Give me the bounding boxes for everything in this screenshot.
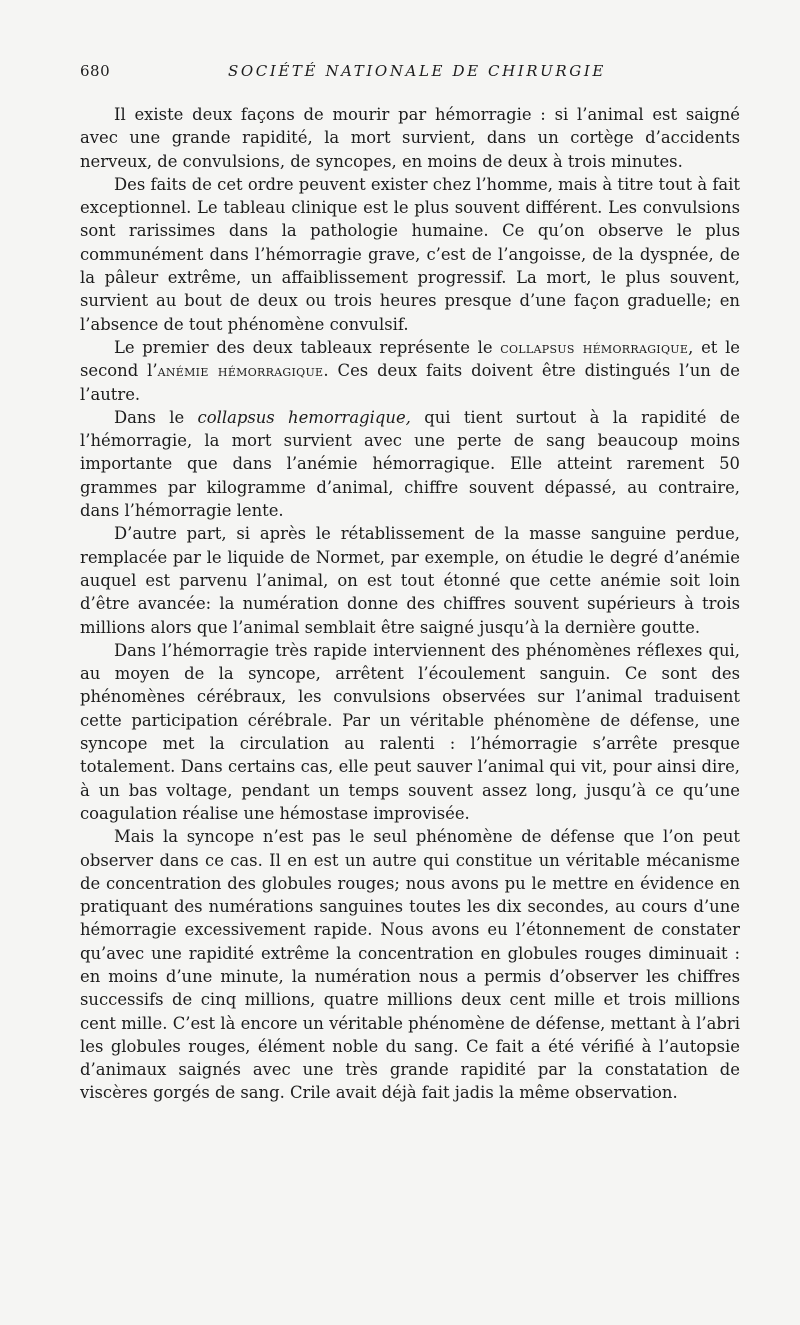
term-collapsus-hemorragique: collapsus hémorragique (500, 337, 689, 357)
paragraph-4-text: Dans le (114, 407, 198, 427)
running-head (80, 62, 740, 86)
paragraph-3 (80, 336, 740, 406)
paragraph-4 (80, 406, 740, 522)
paragraph-2: Des faits de cet ordre peuvent exister chez l’homme, mais à titre tout à fait exceptionnel. Le tableau clinique est le plus souvent différent. Les convulsions sont rarissimes dans la pathologie humaine. Ce qu’on observe le plus communément dans l’hémorragie grave, c’est de l’angoisse, de la dyspnée, de la pâleur extrême, un affaiblissement progressif. La mort, le plus souvent, survient au bout de deux ou trois heures presque d’une façon graduelle; en l’absence de tout phénomène convulsif. (80, 174, 740, 334)
paragraph-3-text: . Ces deux faits doivent être distingués l’un de l’autre. (80, 361, 740, 404)
page-number: 680 (80, 62, 111, 80)
body-text (80, 103, 740, 1105)
paragraph-1: Il existe deux façons de mourir par hémorragie : si l’animal est saigné avec une grande rapidité, la mort survient, dans un cortège d’accidents nerveux, de convulsions, de syncopes, en moins de deux à trois minutes. (80, 105, 740, 171)
running-title: SOCIÉTÉ NATIONALE DE CHIRURGIE (228, 62, 606, 80)
term-collapsus-italic: collapsus hemorragique, (197, 407, 411, 427)
paragraph-4-text: qui tient surtout à la rapidité de l’hémorragie, la mort survient avec une perte de sang beaucoup moins importante que dans l’anémie hémorragique. Elle atteint rarement 50 grammes par kilogramme d’animal, chiffre souvent dépassé, au contraire, dans l’hémorragie lente. (80, 407, 740, 521)
paragraph-3-text: Le premier des deux tableaux représente le (114, 337, 501, 357)
term-anemie-hemorragique: anémie hémorragique (157, 361, 324, 381)
paragraph-3-text: , et le second l’ (80, 337, 741, 381)
paragraph-5: D’autre part, si après le rétablissement de la masse sanguine perdue, remplacée par le liquide de Normet, par exemple, on étudie le degré d’anémie auquel est parvenu l’animal, on est tout étonné que cette anémie soit loin d’être avancée: la numération donne des chiffres souvent supérieurs à trois millions alors que l’animal semblait être saigné jusqu’à la dernière goutte. (80, 524, 740, 637)
paragraph-7: Mais la syncope n’est pas le seul phénomène de défense que l’on peut observer dans ce cas. Il en est un autre qui constitue un véritable mécanisme de concentration des globules rouges; nous avons pu le mettre en évidence en pratiquant des numérations sanguines toutes les dix secondes, au cours d’une hémorragie excessivement rapide. Nous avons eu l’étonnement de constater qu’avec une rapidité extrême la concentration en globules rouges diminuait : en moins d’une minute, la numération nous a permis d’observer les chiffres successifs de cinq millions, quatre millions deux cent mille et trois millions cent mille. C’est là encore un véritable phénomène de défense, mettant à l’abri les globules rouges, élément noble du sang. Ce fait a été vérifié à l’autopsie d’animaux saignés avec une très grande rapidité par la constatation de viscères gorgés de sang. Crile avait déjà fait jadis la même observation. (80, 827, 740, 1103)
paragraph-6: Dans l’hémorragie très rapide interviennent des phénomènes réflexes qui, au moyen de la syncope, arrêtent l’écoulement sanguin. Ce sont des phénomènes cérébraux, les convulsions observées sur l’animal traduisent cette participation cérébrale. Par un véritable phénomène de défense, une syncope met la circulation au ralenti : l’hémorragie s’arrête presque totalement. Dans certains cas, elle peut sauver l’animal qui vit, pour ainsi dire, à un bas voltage, pendant un temps souvent assez long, jusqu’à ce qu’une coagulation réalise une hémostase improvisée. (80, 640, 740, 823)
